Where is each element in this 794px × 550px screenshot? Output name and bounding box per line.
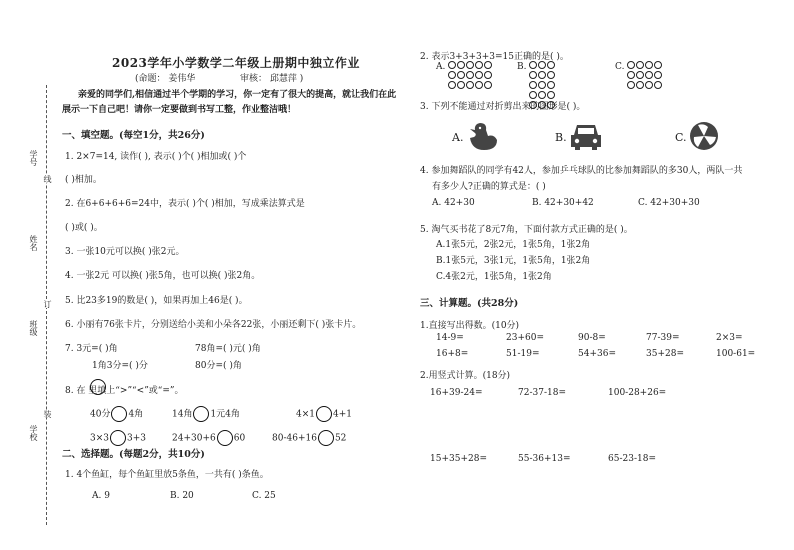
answer-circle[interactable] [318,430,334,446]
compare-item: 80-46+16 52 [272,430,346,446]
reviewer-line: 审核： 邱慧萍 ) [240,74,304,84]
author-line: (命题： 姜伟华 [135,74,196,84]
calc-item: 77-39= [646,333,680,343]
choice-3: 3. 下列不能通过对折剪出来的图形是( )。 [420,102,586,112]
question-3: 3. 一张10元可以换( )张2元。 [65,247,185,257]
choice-1-option-b[interactable]: B. 20 [170,491,194,501]
question-4: 4. 一张2元 可以换( )张5角，也可以换( )张2角。 [65,271,261,281]
answer-circle[interactable] [316,406,332,422]
dot-grid-a [447,60,492,90]
question-1a: 1. 2×7=14, 读作( ), 表示( )个( )相加或( )个 [65,152,247,162]
section-calculation: 三、计算题。(共28分) [420,298,519,309]
calc-part-2: 2.用竖式计算。(18分) [420,371,511,381]
compare-item: 14角 1元4角 [172,406,240,422]
class-label: 班级 [29,320,38,336]
dot-grid-c [626,60,662,90]
question-8: 8. 在 里填上“>”“<”或“=”。 [65,386,184,396]
compare-item: 24+30+6 60 [172,430,245,446]
choice-2-option-b[interactable]: B. [517,62,527,72]
calc-part-1: 1.直接写出得数。(10分) [420,321,520,331]
choice-5-option-c[interactable]: C.4张2元，1张5角，1张2角 [436,272,552,282]
answer-circle[interactable] [217,430,233,446]
choice-3-option-b[interactable]: B. [555,131,567,144]
choice-1: 1. 4个鱼缸，每个鱼缸里放5条鱼，一共有( )条鱼。 [65,470,269,480]
question-2b: ( )或( )。 [65,223,103,233]
choice-5-option-a[interactable]: A.1张5元，2张2元，1张5角，1张2角 [436,240,591,250]
name-label: 姓名 [29,235,38,251]
calc-item: 2×3= [716,333,743,343]
calc-item: 54+36= [578,349,616,359]
binding-mark: 订 [43,300,52,308]
choice-4a: 4. 参加舞蹈队的同学有42人，参加乒乓球队的比参加舞蹈队的多30人，两队一共 [420,166,743,176]
binding-mark: 线 [43,175,52,183]
answer-circle[interactable] [193,406,209,422]
calc-item: 90-8= [578,333,606,343]
page-title: 2023学年小学数学二年级上册期中独立作业 [112,56,360,70]
school-label: 学校 [29,425,38,441]
student-number-label: 学号 [29,150,38,166]
vertical-calc-item: 100-28+26= [608,388,667,398]
compare-item: 40分 4角 [90,406,143,422]
answer-circle[interactable] [90,379,106,395]
choice-4-option-b[interactable]: B. 42+30+42 [532,198,594,208]
calc-item: 23+60= [506,333,544,343]
question-7b-1: 1角3分=( )分 [92,361,148,371]
question-1b: ( )相加。 [65,175,102,185]
question-7b-2: 80分=( )角 [195,361,242,371]
section-choice: 二、选择题。(每题2分，共10分) [62,449,205,460]
choice-4-option-a[interactable]: A. 42+30 [432,198,475,208]
choice-1-option-a[interactable]: A. 9 [92,491,110,501]
intro-line-1: 亲爱的同学们,相信通过半个学期的学习，你一定有了很大的提高，就让我们在此 [78,90,397,100]
calc-item: 35+28= [646,349,684,359]
duck-icon [466,120,500,152]
answer-circle[interactable] [110,430,126,446]
choice-4b: 有多少人?正确的算式是：( ) [432,182,546,192]
choice-2: 2. 表示3+3+3+3=15正确的是( )。 [420,52,569,62]
question-7a-1: 7. 3元=( )角 [65,344,118,354]
question-6: 6. 小丽有76张卡片，分别送给小美和小朵各22张，小丽还剩下( )张卡片。 [65,320,362,330]
choice-4-option-c[interactable]: C. 42+30+30 [638,198,700,208]
choice-5: 5. 淘气买书花了8元7角，下面付款方式正确的是( )。 [420,225,633,235]
intro-line-2: 展示一下自己吧！请你一定要做到书写工整，作业整洁哦！ [62,105,297,115]
choice-2-option-c[interactable]: C. [615,62,625,72]
vertical-calc-item: 15+35+28= [430,454,487,464]
answer-circle[interactable] [111,406,127,422]
calc-item: 51-19= [506,349,540,359]
calc-item: 14-9= [436,333,464,343]
choice-3-option-a[interactable]: A. [452,131,464,144]
vertical-calc-item: 55-36+13= [518,454,571,464]
choice-2-option-a[interactable]: A. [436,62,446,72]
choice-1-option-c[interactable]: C. 25 [252,491,276,501]
calc-item: 16+8= [436,349,469,359]
compare-item: 4×1 4+1 [296,406,352,422]
vertical-calc-item: 72-37-18= [518,388,566,398]
car-icon [569,121,603,151]
choice-3-option-c[interactable]: C. [675,131,687,144]
fan-icon [689,121,719,151]
vertical-calc-item: 65-23-18= [608,454,656,464]
question-7a-2: 78角=( )元( )角 [195,344,261,354]
question-2a: 2. 在6+6+6+6=24中，表示( )个( )相加，写成乘法算式是 [65,199,305,209]
calc-item: 100-61= [716,349,756,359]
section-fill-in: 一、填空题。(每空1分，共26分) [62,130,205,141]
vertical-calc-item: 16+39-24= [430,388,483,398]
compare-item: 3×3 3+3 [90,430,146,446]
choice-5-option-b[interactable]: B.1张5元，3张1元，1张5角，1张2角 [436,256,591,266]
question-5: 5. 比23多19的数是( )，如果再加上46是( )。 [65,296,248,306]
binding-mark: 装 [43,410,52,418]
